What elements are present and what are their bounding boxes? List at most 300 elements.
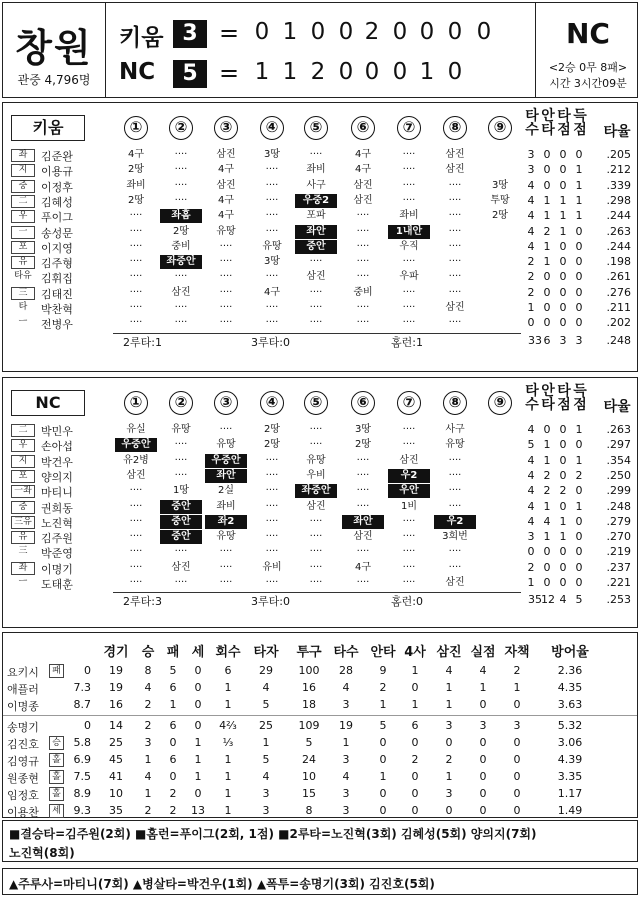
at-bat-result: 4구 xyxy=(217,195,235,206)
pitching-stat: 3 xyxy=(479,719,487,732)
pitching-stat: 1 xyxy=(224,698,232,711)
player-row xyxy=(3,316,637,331)
batting-average: .212 xyxy=(606,163,631,176)
stat-value: 0 xyxy=(575,438,583,451)
player-name: 이명기 xyxy=(41,563,73,576)
at-bat-result: ···· xyxy=(402,577,416,588)
batting-average: .298 xyxy=(606,194,631,207)
stat-value: 3 xyxy=(527,163,535,176)
at-bat-result: 유땅 xyxy=(216,439,236,450)
at-bat-result: ···· xyxy=(265,516,279,527)
stat-value: 0 xyxy=(575,545,583,558)
inning-header-5: ⑤ xyxy=(304,116,328,140)
at-bat-result: ···· xyxy=(219,546,233,557)
at-bat-result: 1내안 xyxy=(388,225,430,239)
stat-value: 1 xyxy=(527,301,535,314)
stat-value: 0 xyxy=(575,286,583,299)
at-bat-result: 우안 xyxy=(388,484,430,498)
at-bat-result: ···· xyxy=(129,241,143,252)
pitching-stat: 1 xyxy=(445,698,453,711)
player-name: 이용규 xyxy=(41,165,73,178)
batting-average: .299 xyxy=(606,484,631,497)
pitching-stat: 18 xyxy=(302,698,316,711)
equals-sign: = xyxy=(219,19,240,47)
divider xyxy=(105,3,106,97)
away-inning-2-runs: 1 xyxy=(282,59,298,85)
at-bat-result: 3땅 xyxy=(491,180,509,191)
season-era: 6.9 xyxy=(73,753,91,766)
at-bat-result: 3땅 xyxy=(263,256,281,267)
at-bat-result: ···· xyxy=(129,577,143,588)
stat-value: 0 xyxy=(575,316,583,329)
at-bat-result: ···· xyxy=(448,501,462,512)
pitching-stat: 1 xyxy=(224,770,232,783)
batting-average: .219 xyxy=(606,545,631,558)
pitching-stat: 0 xyxy=(194,719,202,732)
pitching-header: 삼진 xyxy=(436,645,462,660)
at-bat-result: 유땅 xyxy=(262,241,282,252)
batting-average: .276 xyxy=(606,286,631,299)
pitching-stat: 0 xyxy=(169,770,177,783)
position-badge: 타유 xyxy=(14,271,32,281)
pitching-stat: 45 xyxy=(109,753,123,766)
player-row xyxy=(3,163,637,178)
at-bat-result: 삼진 xyxy=(306,501,326,512)
at-bat-result: 2땅 xyxy=(491,210,509,221)
batting-average: .202 xyxy=(606,316,631,329)
at-bat-result: 유땅 xyxy=(306,455,326,466)
at-bat-result: 우비 xyxy=(306,470,326,481)
at-bat-result: 2실 xyxy=(217,485,235,496)
team-average: .253 xyxy=(606,593,631,606)
at-bat-result: 유2병 xyxy=(123,455,149,466)
home-inning-8-runs: 0 xyxy=(447,19,463,45)
pitching-stat: 0 xyxy=(411,804,419,817)
stat-value: 0 xyxy=(559,438,567,451)
at-bat-result: 좌중안 xyxy=(160,255,202,269)
stat-value: 1 xyxy=(575,209,583,222)
at-bat-result: 좌안 xyxy=(295,225,337,239)
at-bat-result: ···· xyxy=(448,317,462,328)
at-bat-result: ···· xyxy=(356,226,370,237)
stat-value: 1 xyxy=(543,454,551,467)
season-era: 5.8 xyxy=(73,736,91,749)
team-total: 33 xyxy=(528,334,542,347)
pitching-stat: 1 xyxy=(194,736,202,749)
pitching-header: 세 xyxy=(191,645,205,660)
stat-header-1 xyxy=(525,384,539,412)
position-badge: 三 xyxy=(11,287,35,300)
at-bat-result: ···· xyxy=(265,271,279,282)
at-bat-result: 삼진 xyxy=(171,562,191,573)
stat-value: 0 xyxy=(575,255,583,268)
at-bat-result: ···· xyxy=(402,149,416,160)
team-total: 6 xyxy=(543,334,551,347)
stat-value: 0 xyxy=(559,148,567,161)
at-bat-result: 포파 xyxy=(306,210,326,221)
home-inning-7-runs: 0 xyxy=(419,19,435,45)
pitching-header: 실점 xyxy=(470,645,496,660)
home-inning-9-runs: 0 xyxy=(476,19,492,45)
batting-average: .221 xyxy=(606,576,631,589)
at-bat-result: 좌안 xyxy=(205,469,247,483)
season-era: 0 xyxy=(84,719,91,732)
pitching-header: 승 xyxy=(141,645,155,660)
at-bat-result: ···· xyxy=(402,516,416,527)
at-bat-result: ···· xyxy=(174,470,188,481)
stat-value: 0 xyxy=(575,484,583,497)
stat-header-bottom: 타 xyxy=(541,397,555,413)
at-bat-result: ···· xyxy=(265,546,279,557)
player-row xyxy=(3,454,637,469)
pitcher-row xyxy=(3,752,637,769)
pitcher-name: 원종현 xyxy=(7,772,39,785)
home-inning-3-runs: 0 xyxy=(310,19,326,45)
stat-value: 0 xyxy=(559,454,567,467)
at-bat-result: ···· xyxy=(309,287,323,298)
stat-value: 1 xyxy=(559,530,567,543)
at-bat-result: 유비 xyxy=(262,562,282,573)
pitching-header: 자책 xyxy=(504,645,530,660)
pitching-stat: 4 xyxy=(445,664,453,677)
pitcher-name: 김진호 xyxy=(7,738,39,751)
stat-value: 0 xyxy=(543,576,551,589)
stat-value: 2 xyxy=(527,255,535,268)
pitching-stat: 4 xyxy=(262,681,270,694)
at-bat-result: ···· xyxy=(448,210,462,221)
pitching-stat: 3 xyxy=(445,719,453,732)
doubles-total: 2루타:3 xyxy=(123,595,162,608)
player-row xyxy=(3,194,637,209)
pitching-stat: 0 xyxy=(194,681,202,694)
batting-average: .354 xyxy=(606,454,631,467)
at-bat-result: ···· xyxy=(129,302,143,313)
pitching-stat: 0 xyxy=(513,804,521,817)
home-team-score: 3 xyxy=(173,20,207,48)
inning-header-2: ② xyxy=(169,116,193,140)
at-bat-result: ···· xyxy=(356,241,370,252)
pitching-stat: 16 xyxy=(302,681,316,694)
at-bat-result: 우2 xyxy=(388,469,430,483)
pitching-stat: 19 xyxy=(109,664,123,677)
stat-value: 1 xyxy=(575,500,583,513)
pitching-stat: 25 xyxy=(259,719,273,732)
pitching-stat: 4 xyxy=(479,664,487,677)
pitching-stat: 19 xyxy=(339,719,353,732)
at-bat-result: ···· xyxy=(309,516,323,527)
at-bat-result: 2땅 xyxy=(127,164,145,175)
at-bat-result: ···· xyxy=(356,577,370,588)
at-bat-result: ···· xyxy=(129,562,143,573)
stat-value: 1 xyxy=(559,194,567,207)
away-inning-1-runs: 1 xyxy=(254,59,270,85)
stat-value: 0 xyxy=(543,423,551,436)
pitching-stat: 0 xyxy=(194,787,202,800)
pitcher-row xyxy=(3,803,637,820)
stat-value: 0 xyxy=(559,240,567,253)
pitching-stat: 0 xyxy=(411,787,419,800)
stat-value: 1 xyxy=(543,194,551,207)
at-bat-result: ···· xyxy=(265,470,279,481)
away-team-score: 5 xyxy=(173,60,207,88)
stat-value: 1 xyxy=(559,209,567,222)
pitching-stat: 0 xyxy=(379,753,387,766)
inning-header-7: ⑦ xyxy=(397,116,421,140)
pitching-stat: 0 xyxy=(513,787,521,800)
stat-value: 3 xyxy=(527,530,535,543)
pitcher-name: 송명기 xyxy=(7,721,39,734)
homerun-total: 홈런:1 xyxy=(391,336,423,349)
at-bat-result: 좌비 xyxy=(306,164,326,175)
player-name: 전병우 xyxy=(41,318,73,331)
scoreboard-header xyxy=(2,2,638,98)
pitching-stat: 1 xyxy=(224,681,232,694)
doubles-total: 2루타:1 xyxy=(123,336,162,349)
stat-value: 0 xyxy=(559,545,567,558)
game-notes-extra xyxy=(2,868,638,895)
at-bat-result: ···· xyxy=(129,516,143,527)
stadium-name: 창원 xyxy=(15,26,93,70)
at-bat-result: ···· xyxy=(402,424,416,435)
at-bat-result: 삼진 xyxy=(216,180,236,191)
pitching-stat: 5.32 xyxy=(557,719,583,732)
stat-value: 0 xyxy=(575,561,583,574)
stat-value: 0 xyxy=(527,316,535,329)
pitching-stat: 10 xyxy=(109,787,123,800)
at-bat-result: ···· xyxy=(356,302,370,313)
inning-header-8: ⑧ xyxy=(443,116,467,140)
stat-header-bottom: 수 xyxy=(525,122,539,138)
pitching-stat: 35 xyxy=(109,804,123,817)
pitcher-row xyxy=(3,680,637,697)
at-bat-result: 4구 xyxy=(263,287,281,298)
notes-line-2: 노진혁(8회) xyxy=(9,846,75,860)
player-name: 박민우 xyxy=(41,425,73,438)
pitching-stat: 6 xyxy=(169,681,177,694)
pitching-stat: 13 xyxy=(191,804,205,817)
pitching-stat: 3 xyxy=(262,804,270,817)
player-name: 송성문 xyxy=(41,227,73,240)
stat-value: 2 xyxy=(543,469,551,482)
at-bat-result: ···· xyxy=(219,577,233,588)
team-record: <2승 0무 8패> xyxy=(548,61,628,74)
stat-value: 0 xyxy=(575,515,583,528)
stat-header-1 xyxy=(525,109,539,137)
at-bat-result: ···· xyxy=(356,470,370,481)
position-badge: 타 xyxy=(18,302,28,312)
at-bat-result: ···· xyxy=(402,302,416,313)
pitching-stat: 5 xyxy=(305,736,313,749)
stat-value: 0 xyxy=(543,561,551,574)
stat-header-bottom: 점 xyxy=(573,122,587,138)
team-total: 4 xyxy=(559,593,567,606)
at-bat-result: 좌비 xyxy=(399,210,419,221)
pitching-stat: 2 xyxy=(144,804,152,817)
at-bat-result: 우직 xyxy=(399,241,419,252)
home-inning-1-runs: 0 xyxy=(254,19,270,45)
pitching-stat: 0 xyxy=(411,736,419,749)
team-average: .248 xyxy=(606,334,631,347)
pitching-header: 패 xyxy=(166,645,180,660)
at-bat-result: 중안 xyxy=(295,240,337,254)
pitching-stat: 0 xyxy=(479,753,487,766)
pitching-stat: 4.39 xyxy=(557,753,583,766)
pitching-stat: 1 xyxy=(379,698,387,711)
player-row xyxy=(3,530,637,545)
at-bat-result: 4구 xyxy=(354,164,372,175)
at-bat-result: 삼진 xyxy=(306,271,326,282)
pitching-stat: 0 xyxy=(379,736,387,749)
at-bat-result: ···· xyxy=(265,577,279,588)
pitching-stat: 2 xyxy=(379,681,387,694)
away-team-name: NC xyxy=(119,59,156,85)
player-row xyxy=(3,484,637,499)
player-row xyxy=(3,545,637,560)
pitching-stat: 0 xyxy=(411,770,419,783)
stat-value: 0 xyxy=(575,530,583,543)
decision-badge: 승 xyxy=(49,736,64,750)
pitcher-name: 이명종 xyxy=(7,700,39,713)
stat-header-4 xyxy=(573,384,587,412)
at-bat-result: ···· xyxy=(356,455,370,466)
position-badge: ㅡ xyxy=(18,577,28,587)
pitching-stat: 24 xyxy=(302,753,316,766)
pitching-stat: 1.17 xyxy=(557,787,583,800)
season-era: 7.3 xyxy=(73,681,91,694)
stat-value: 2 xyxy=(543,484,551,497)
player-name: 김주형 xyxy=(41,257,73,270)
at-bat-result: ···· xyxy=(448,562,462,573)
at-bat-result: 2땅 xyxy=(127,195,145,206)
at-bat-result: ···· xyxy=(265,226,279,237)
stat-value: 0 xyxy=(559,423,567,436)
pitching-stat: 19 xyxy=(109,681,123,694)
decision-badge: 세 xyxy=(49,804,64,818)
pitching-stat: 1 xyxy=(342,736,350,749)
player-name: 김태진 xyxy=(41,288,73,301)
nc-batting-section xyxy=(2,377,638,628)
stat-header-3 xyxy=(557,384,571,412)
at-bat-result: ···· xyxy=(129,210,143,221)
stat-value: 2 xyxy=(527,270,535,283)
avg-header: 타율 xyxy=(603,399,631,415)
at-bat-result: ···· xyxy=(356,271,370,282)
stat-value: 1 xyxy=(575,163,583,176)
batting-average: .270 xyxy=(606,530,631,543)
player-name: 양의지 xyxy=(41,471,73,484)
player-row xyxy=(3,301,637,316)
at-bat-result: ···· xyxy=(129,485,143,496)
at-bat-result: ···· xyxy=(356,256,370,267)
position-badge: 좌 xyxy=(11,149,35,162)
at-bat-result: 삼진 xyxy=(399,455,419,466)
at-bat-result: 좌중안 xyxy=(295,484,337,498)
pitching-stat: 3 xyxy=(513,719,521,732)
pitching-stat: 9 xyxy=(379,664,387,677)
stat-value: 0 xyxy=(543,270,551,283)
player-row xyxy=(3,255,637,270)
pitching-stat: 1 xyxy=(445,770,453,783)
pitching-stat: 6 xyxy=(411,719,419,732)
at-bat-result: 3땅 xyxy=(263,149,281,160)
pitching-stat: 4⅔ xyxy=(219,719,237,732)
player-name: 손아섭 xyxy=(41,440,73,453)
stat-value: 0 xyxy=(543,163,551,176)
at-bat-result: 우중안 xyxy=(115,438,157,452)
stat-value: 2 xyxy=(559,484,567,497)
stat-header-2 xyxy=(541,109,555,137)
pitching-stat: 2 xyxy=(513,664,521,677)
pitcher-name: 요키시 xyxy=(7,666,39,679)
at-bat-result: ···· xyxy=(448,195,462,206)
away-inning-4-runs: 0 xyxy=(338,59,354,85)
stat-value: 4 xyxy=(527,423,535,436)
at-bat-result: 좌비 xyxy=(216,501,236,512)
pitching-stat: 1 xyxy=(379,770,387,783)
season-era: 0 xyxy=(84,664,91,677)
at-bat-result: ···· xyxy=(402,439,416,450)
totals-divider xyxy=(113,333,521,334)
at-bat-result: 3땅 xyxy=(354,424,372,435)
notes-line-3: ▲주루사=마티니(7회) ▲병살타=박건우(1회) ▲폭투=송명기(3회) 김진호(5회) xyxy=(9,877,435,891)
stat-value: 4 xyxy=(527,194,535,207)
position-badge: 一좌 xyxy=(11,485,35,498)
stat-value: 1 xyxy=(559,225,567,238)
batting-average: .297 xyxy=(606,438,631,451)
pitching-stat: 1 xyxy=(144,787,152,800)
totals-divider xyxy=(113,592,521,593)
at-bat-result: ···· xyxy=(265,180,279,191)
pitching-stat: 100 xyxy=(298,664,320,677)
inning-header-9: ⑨ xyxy=(488,116,512,140)
pitching-stat: 0 xyxy=(513,770,521,783)
at-bat-result: ···· xyxy=(402,195,416,206)
stat-header-bottom: 점 xyxy=(557,397,571,413)
at-bat-result: ···· xyxy=(174,149,188,160)
stat-value: 2 xyxy=(527,286,535,299)
position-badge: 지 xyxy=(11,164,35,177)
at-bat-result: 3희번 xyxy=(442,531,468,542)
pitching-stat: 1 xyxy=(224,787,232,800)
home-team-name: 키움 xyxy=(119,25,164,51)
player-name: 푸이그 xyxy=(41,211,73,224)
player-row xyxy=(3,240,637,255)
at-bat-result: 삼진 xyxy=(216,149,236,160)
decision-badge: 홀 xyxy=(49,787,64,801)
player-name: 박건우 xyxy=(41,456,73,469)
at-bat-result: 삼진 xyxy=(353,195,373,206)
pitching-stat: 4 xyxy=(342,770,350,783)
pitching-stat: 1 xyxy=(194,770,202,783)
at-bat-result: ···· xyxy=(448,226,462,237)
player-row xyxy=(3,515,637,530)
pitching-stat: 1 xyxy=(144,753,152,766)
season-era: 9.3 xyxy=(73,804,91,817)
pitching-stat: 1 xyxy=(224,753,232,766)
stat-value: 4 xyxy=(527,515,535,528)
at-bat-result: 삼진 xyxy=(126,470,146,481)
pitching-stat: 1.49 xyxy=(557,804,583,817)
pitching-stat: 16 xyxy=(109,698,123,711)
player-row xyxy=(3,500,637,515)
inning-header-4: ④ xyxy=(260,391,284,415)
pitching-stat: 5 xyxy=(379,719,387,732)
stat-header-2 xyxy=(541,384,555,412)
stat-value: 0 xyxy=(543,148,551,161)
pitching-stat: 0 xyxy=(194,698,202,711)
pitching-header: 타수 xyxy=(333,645,359,660)
pitching-stat: 5 xyxy=(262,698,270,711)
